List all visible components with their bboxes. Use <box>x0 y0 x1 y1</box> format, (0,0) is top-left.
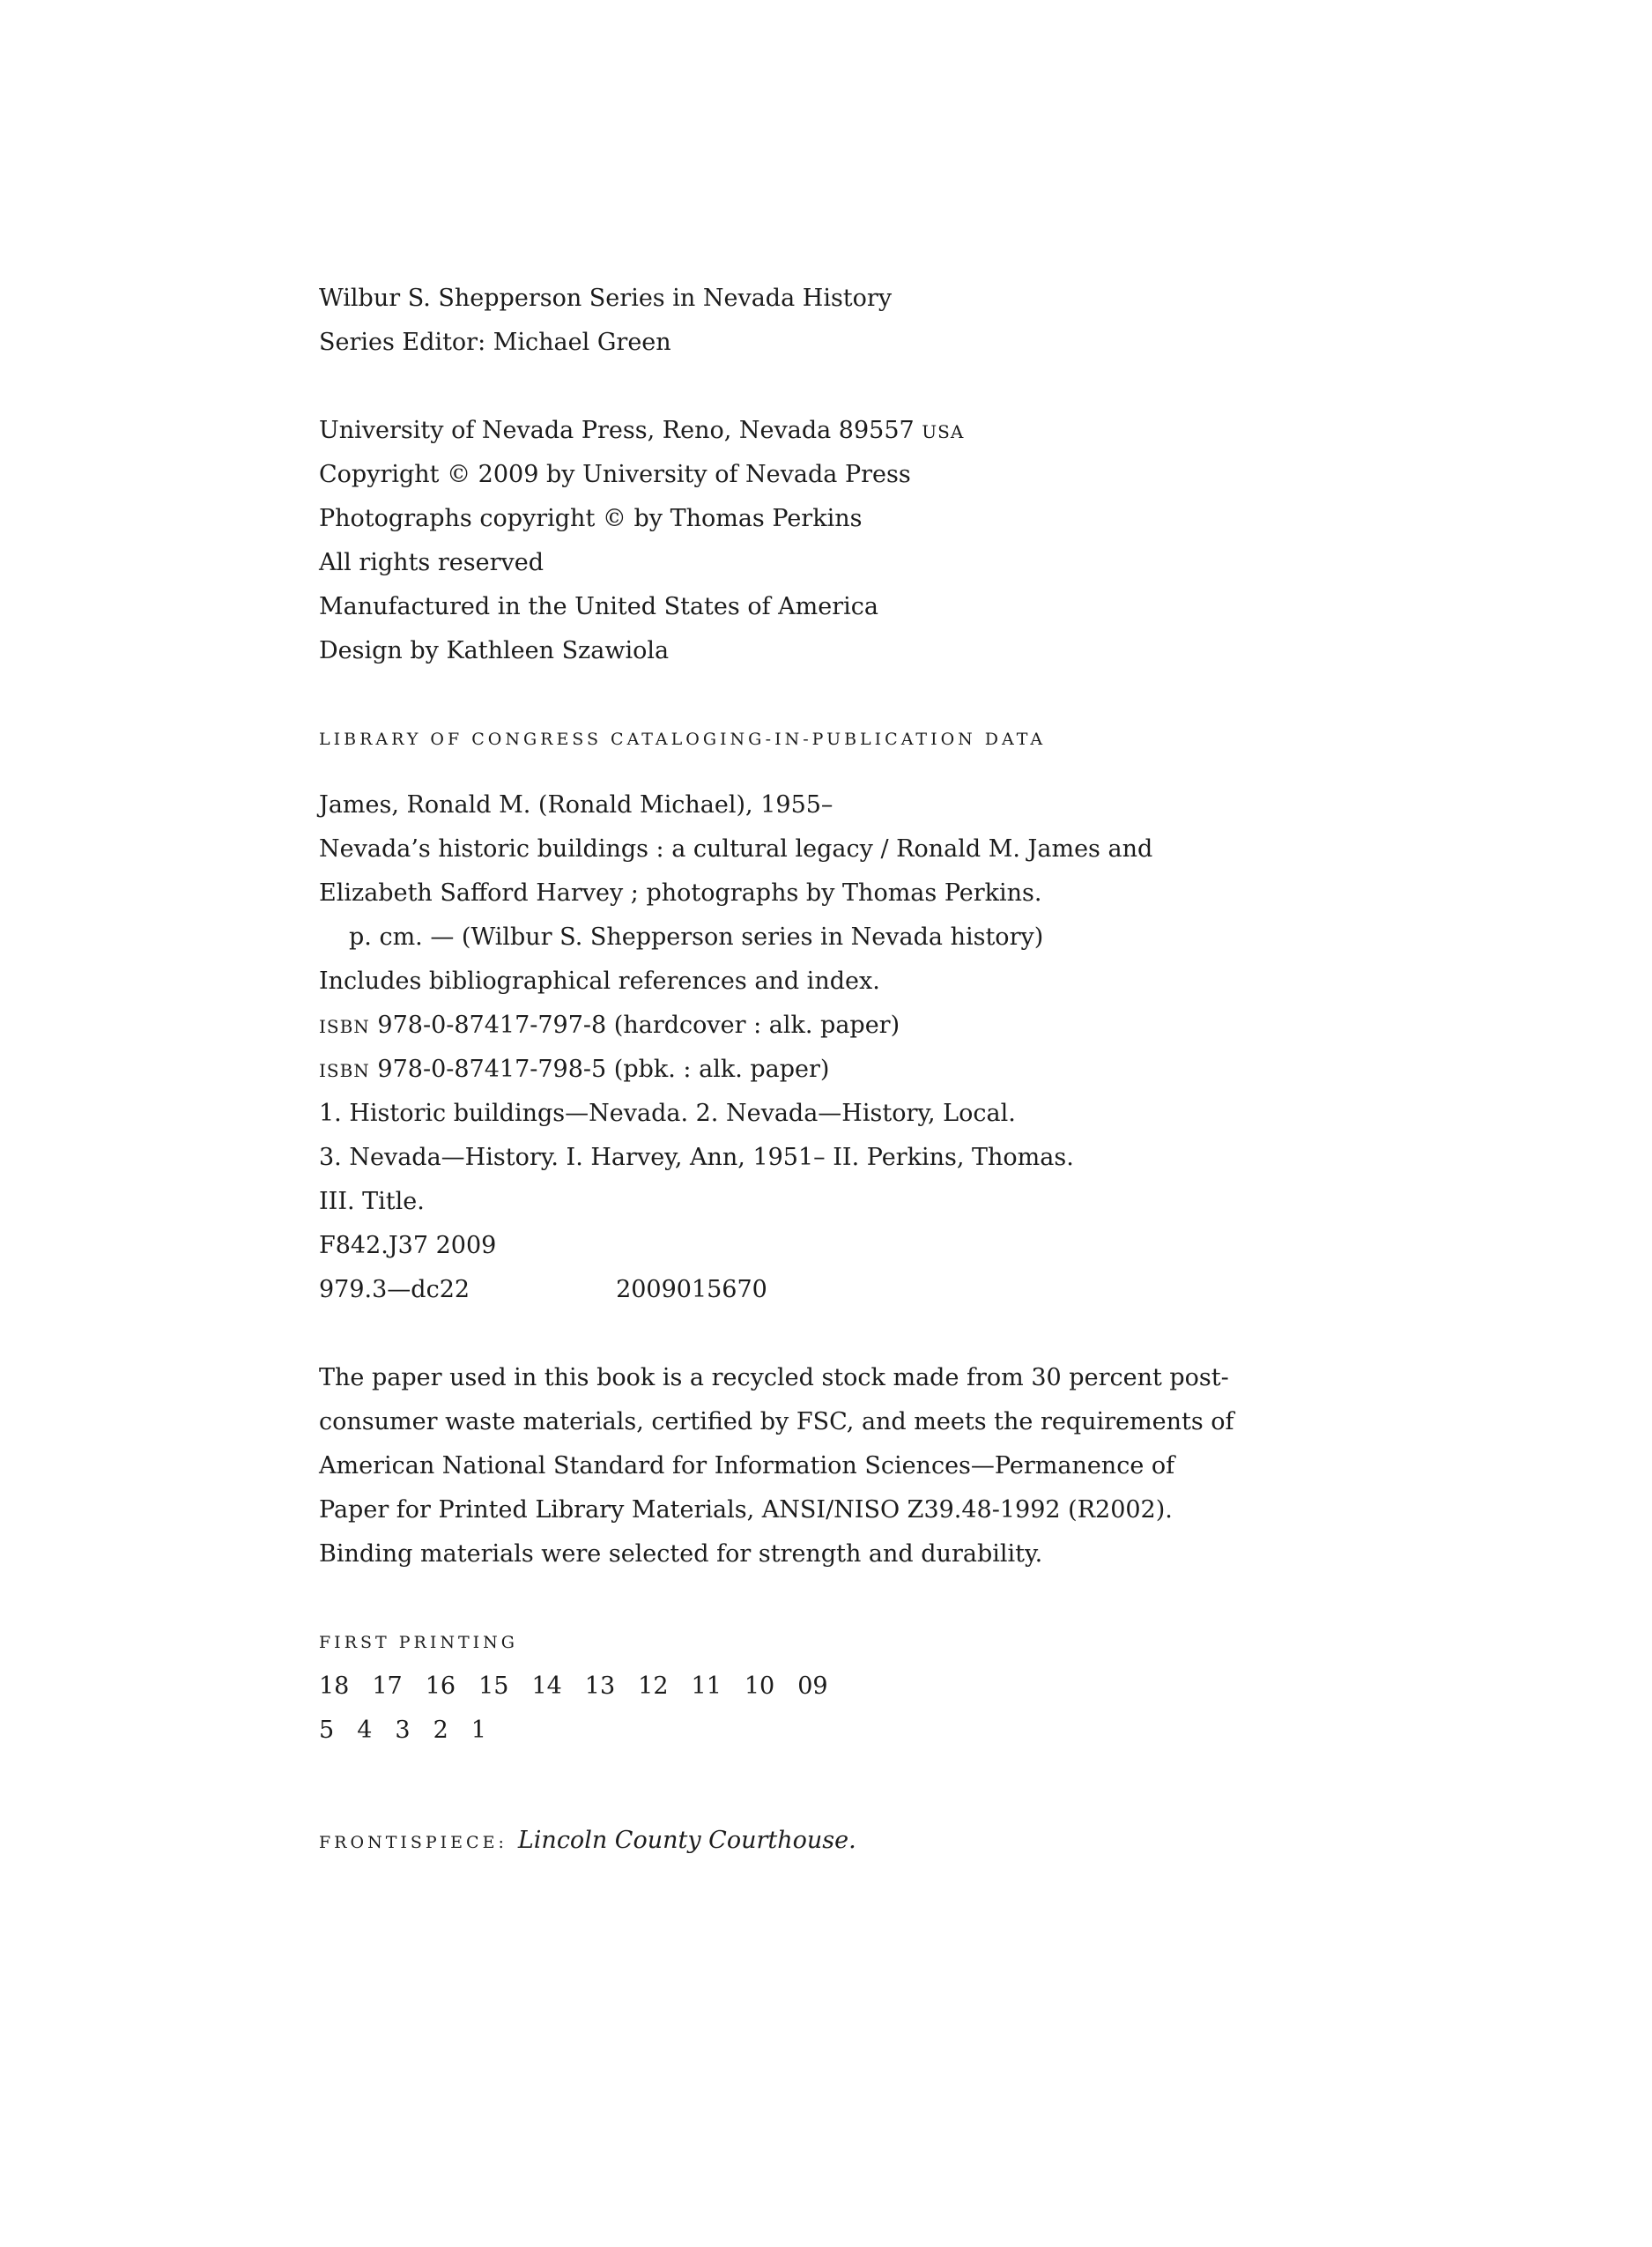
year-number: 13 <box>584 1672 616 1700</box>
year-number: 10 <box>744 1672 775 1700</box>
cip-includes: Includes bibliographical references and index. <box>319 968 880 995</box>
publisher-country: USA <box>922 421 965 442</box>
cip-subjects-3: III. Title. <box>319 1188 425 1215</box>
spacer <box>319 673 1200 717</box>
photographs-copyright: Photographs copyright © by Thomas Perkins <box>319 505 863 532</box>
isbn-value: 978-0-87417-797-8 (hardcover : alk. paper) <box>377 1012 900 1039</box>
cip-title-1: Nevada’s historic buildings : a cultural legacy / Ronald M. James and <box>319 835 1153 863</box>
impression-number: 3 <box>395 1717 411 1744</box>
year-number: 18 <box>319 1672 350 1700</box>
spacer <box>319 1576 1200 1620</box>
impression-number: 4 <box>357 1717 373 1744</box>
publisher-address <box>319 409 1200 453</box>
year-number: 14 <box>531 1672 562 1700</box>
year-number: 15 <box>478 1672 509 1700</box>
isbn-label: ISBN <box>319 1016 370 1037</box>
isbn-value: 978-0-87417-798-5 (pbk. : alk. paper) <box>377 1056 830 1083</box>
dewey-number: 979.3—dc22 <box>319 1276 470 1303</box>
rights-reserved: All rights reserved <box>319 549 544 576</box>
impression-number: 5 <box>319 1717 335 1744</box>
printing-impressions <box>319 1709 1200 1753</box>
cip-physical: p. cm. — (Wilbur S. Shepperson series in Nevada history) <box>349 923 1044 951</box>
year-number: 17 <box>372 1672 403 1700</box>
cip-subjects-1: 1. Historic buildings—Nevada. 2. Nevada—History, Local. <box>319 1100 1016 1127</box>
manufactured-line: Manufactured in the United States of America <box>319 593 878 620</box>
cip-isbn-hardcover <box>319 1004 1200 1048</box>
copyright-page <box>319 277 1234 1863</box>
design-credit: Design by Kathleen Szawiola <box>319 637 670 664</box>
cip-author: James, Ronald M. (Ronald Michael), 1955– <box>319 791 833 819</box>
year-number: 11 <box>691 1672 722 1700</box>
spacer <box>319 1312 1200 1356</box>
frontispiece-text: Lincoln County Courthouse. <box>517 1827 856 1854</box>
printing-heading: FIRST PRINTING <box>319 1633 518 1652</box>
year-number: 12 <box>638 1672 669 1700</box>
series-title: Wilbur S. Shepperson Series in Nevada History <box>319 285 893 312</box>
copyright-line: Copyright © 2009 by University of Nevada Press <box>319 461 911 488</box>
paper-note-2: consumer waste materials, certified by FSC, and meets the requirements of <box>319 1408 1234 1435</box>
paper-note-1: The paper used in this book is a recycled stock made from 30 percent post- <box>319 1364 1229 1391</box>
lccn-number: 2009015670 <box>616 1276 767 1303</box>
frontispiece-label: FRONTISPIECE: <box>319 1833 507 1852</box>
isbn-label: ISBN <box>319 1060 370 1081</box>
publisher-address-text: University of Nevada Press, Reno, Nevada 89557 <box>319 417 915 444</box>
year-number: 09 <box>797 1672 828 1700</box>
cip-title-2: Elizabeth Safford Harvey ; photographs by Thomas Perkins. <box>319 879 1042 907</box>
series-editor: Series Editor: Michael Green <box>319 329 671 356</box>
cip-heading: LIBRARY OF CONGRESS CATALOGING-IN-PUBLICATION DATA <box>319 730 1047 749</box>
spacer <box>319 1797 1200 1819</box>
year-number: 16 <box>425 1672 456 1700</box>
paper-note-5: Binding materials were selected for strength and durability. <box>319 1540 1043 1568</box>
spacer <box>319 1753 1200 1797</box>
printing-years <box>319 1665 1200 1709</box>
paper-note-4: Paper for Printed Library Materials, ANSI/NISO Z39.48-1992 (R2002). <box>319 1496 1173 1524</box>
cip-isbn-paperback <box>319 1048 1200 1092</box>
paper-note-3: American National Standard for Information Sciences—Permanence of <box>319 1452 1175 1479</box>
impression-number: 1 <box>470 1717 486 1744</box>
cip-classification <box>319 1268 1200 1312</box>
cip-subjects-2: 3. Nevada—History. I. Harvey, Ann, 1951– II. Perkins, Thomas. <box>319 1144 1074 1171</box>
impression-number: 2 <box>433 1717 448 1744</box>
cip-lc-number: F842.J37 2009 <box>319 1232 497 1259</box>
spacer <box>319 365 1200 409</box>
spacer <box>319 761 1200 783</box>
frontispiece-caption <box>319 1819 1200 1863</box>
